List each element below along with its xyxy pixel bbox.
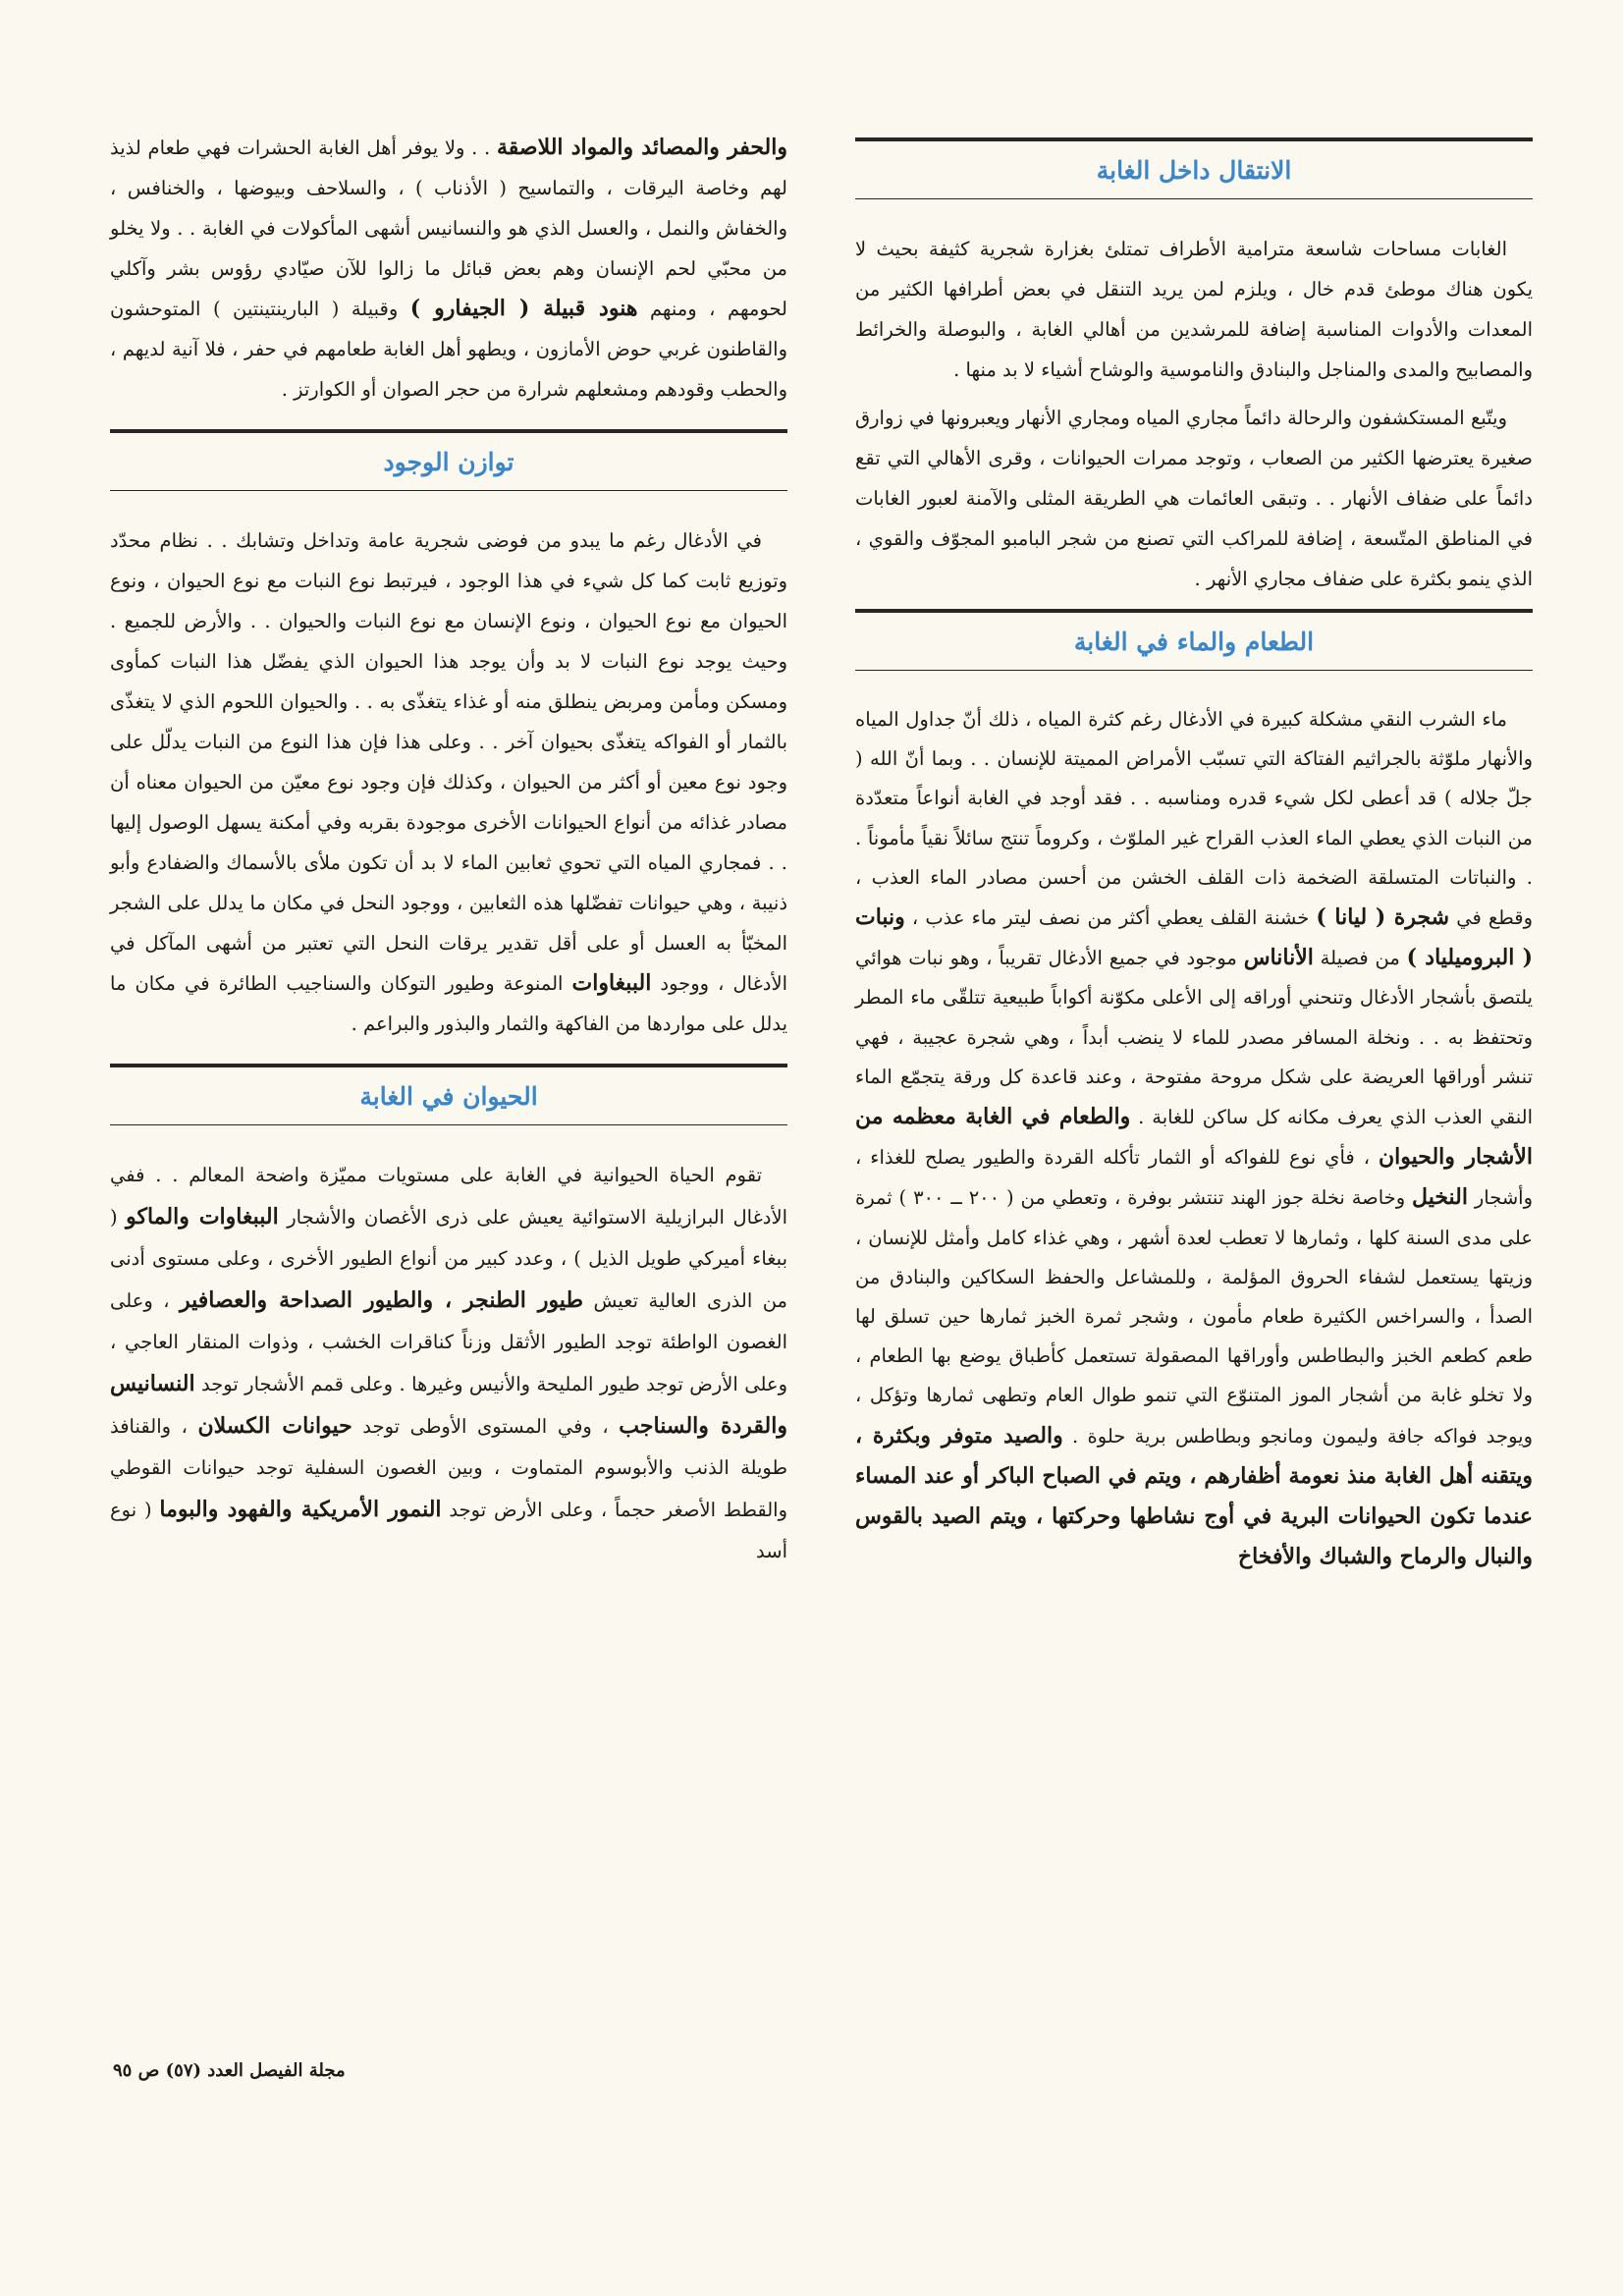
bold-text: النسانيس والقردة والسناجب — [110, 1371, 787, 1439]
section-food-continued — [110, 128, 787, 410]
bold-text: الببغاوات — [571, 970, 652, 996]
page-footer: مجلة الفيصل العدد (٥٧) ص ٩٥ — [113, 2060, 346, 2081]
text-run: ( نوع أسد — [110, 1499, 787, 1562]
section-heading — [110, 429, 787, 491]
section-movement — [855, 137, 1533, 599]
section-balance — [110, 429, 787, 1044]
section-heading — [855, 609, 1533, 671]
paragraph — [110, 1155, 787, 1572]
text-run: ، والقنافذ طويلة الذنب والأبوسوم المتماوت ، وبين الغصون السفلية توجد حيوانات القوطي والقطط الأصغر حجماً ، وعلى الأرض توجد — [110, 1415, 787, 1521]
text-run: في الأدغال رغم ما يبدو من فوضى شجرية عامة وتداخل وتشابك . . نظام محدّد وتوزيع ثابت كما كل شيء في هذا الوجود ، فيرتبط نوع النبات مع نوع الحيوان ، ونوع الحيوان مع نوع الحيوان ، ونوع الإنسان مع نوع النبات والحيوان . . والأرض للجميع . وحيث يوجد نوع النبات لا بد وأن يوجد هذا الحيوان الذي يفضّل هذا النبات كمأوى ومسكن ومأمن ومربض ينطلق منه أو غذاء يتغذّى به . . والحيوان اللحوم الذي لا يتغذّى بالثمار أو الفواكه يتغذّى بحيوان آخر . . وعلى هذا فإن هذا النوع من النبات يدلّل على وجود نوع معين أو أكثر من الحيوان ، وكذلك فإن وجود نوع معيّن من الحيوان معناه أن مصادر غذائه من أنواع الحيوانات الأخرى موجودة بقربه وفي أمكنة يسهل الوصول إليها . . فمجاري المياه التي تحوي ثعابين الماء لا بد أن تكون ملأى بالأسماك والضفادع وأبو ذنيبة ، وهي حيوانات تفضّلها هذه الثعابين ، ووجود النحل في مكان ما يدلل على الشجر المخبّأ به العسل أو على أقل تقدير يرقات النحل التي تعتبر من أشهى المآكل في الأدغال ، ووجود — [110, 529, 787, 995]
paragraph: ويتّبع المستكشفون والرحالة دائماً مجاري المياه ومجاري الأنهار ويعبرونها في زوارق صغيرة يعترضها الكثير من الصعاب ، وتوجد ممرات الحيوانات ، وقرى الأهالي التي تقع دائماً على ضفاف الأنهار . . وتبقى العائمات هي الطريقة المثلى والآمنة لعبور الغابات في المناطق المتّسعة ، إضافة للمراكب التي تصنع من شجر البامبو المجوّف والقوي ، الذي ينمو بكثرة على ضفاف مجاري الأنهر . — [855, 407, 1533, 590]
section-food — [855, 609, 1533, 1577]
text-run: موجود في جميع الأدغال تقريباً ، وهو نبات هوائي يلتصق بأشجار الأدغال وتنحني أوراقه إلى الأعلى مكوّنة أكواباً طبيعية تتلقّى ماء المطر وتحتفظ به . . ونخلة المسافر مصدر للماء لا ينضب أبداً ، وهي شجرة عجيبة ، فهي تنشر أوراقها العريضة على شكل مروحة مفتوحة ، وعند قاعدة كل ورقة يتجمّع الماء النقي العذب الذي يعرف مكانه كل ساكن للغابة . — [855, 947, 1534, 1129]
text-run: ، وفي المستوى الأوطى توجد — [352, 1415, 620, 1438]
bold-text: الببغاوات والماكو — [126, 1204, 279, 1230]
section-title: الحيوان في الغابة — [359, 1081, 538, 1111]
bold-text: النخيل — [1412, 1184, 1468, 1211]
text-run: من فصيلة — [1313, 947, 1407, 970]
bold-text: والحفر والمصائد والمواد اللاصقة — [496, 135, 787, 160]
paragraph: الغابات مساحات شاسعة مترامية الأطراف تمتلئ بغزارة شجرية كثيفة بحيث لا يكون هناك موطئ قدم خال ، ويلزم لمن يريد التنقل في بعض أطرافها الكثير من المعدات والأدوات المناسبة إضافة للمرشدين من أهالي الغابة ، والبوصلة والخرائط والمصابيح والمدى والمناجل والبنادق والناموسية والوشاح أشياء لا بد منها . — [855, 238, 1533, 381]
text-run: ، وعلى الغصون الواطئة توجد الطيور الأثقل وزناً كناقرات الخشب ، وذوات المنقار العاجي ، وعلى الأرض توجد طيور المليحة والأنيس وغيرها . وعلى قمم الأشجار توجد — [110, 1289, 787, 1395]
section-heading — [110, 1064, 787, 1125]
bold-text: حيوانات الكسلان — [197, 1413, 352, 1439]
paragraph — [110, 128, 787, 410]
paragraph — [855, 700, 1533, 1577]
text-run: ، فأي نوع للفواكه أو الثمار تأكله القردة والطيور يصلح للغذاء ، وأشجار — [855, 1146, 1534, 1210]
section-title: الانتقال داخل الغابة — [1096, 155, 1292, 185]
section-title: الطعام والماء في الغابة — [1073, 627, 1315, 656]
bold-text: والطعام في الغابة معظمه من الأشجار والحيوان — [855, 1104, 1533, 1171]
bold-text: ونبات ( البروميلياد ) — [855, 904, 1533, 971]
bold-text: شجرة ( ليانا ) — [1316, 904, 1450, 931]
text-run: تقوم الحياة الحيوانية في الغابة على مستويات مميّزة واضحة المعالم . . ففي الأدغال البرازيلية الاستوائية يعيش على ذرى الأغصان والأشجار — [110, 1164, 787, 1229]
right-column — [855, 128, 1533, 1585]
bold-text: هنود قبيلة ( الجيفارو ) — [409, 296, 638, 321]
bold-text: الأناناس — [1243, 945, 1314, 971]
paragraph — [110, 520, 787, 1044]
text-run: وقبيلة ( البارينتينتين ) المتوحشون والقاطنون غربي حوض الأمازون ، ويطهو أهل الغابة طعامهم في حفر ، فلا آنية لديهم ، والحطب وقودهم ومشعلهم شرارة من حجر الصوان أو الكوارتز . — [110, 298, 787, 401]
text-run: خشنة القلف يعطي أكثر من نصف ليتر ماء عذب ، — [904, 906, 1317, 930]
text-run: ( ببغاء أميركي طويل الذيل ) ، وعدد كبير من أنواع الطيور الأخرى ، وعلى مستوى أدنى من الذرى العالية تعيش — [110, 1206, 787, 1312]
section-animals — [110, 1064, 787, 1572]
text-run: ماء الشرب النقي مشكلة كبيرة في الأدغال رغم كثرة المياه ، ذلك أنّ جداول المياه والأنهار ملوّثة بالجراثيم الفتاكة التي تسبّب الأمراض المميتة للإنسان . . وبما أنّ الله ( جلّ جلاله ) قد أعطى لكل شيء قدره ومناسبه . . فقد أوجد في الغابة أنواعاً متعدّدة من النبات الذي يعطي الماء العذب القراح غير الملوّث ، وكروماً تنتج سائلاً نقياً مأموناً . . والنباتات المتسلقة الضخمة ذات القلف الخشن من أحسن مصادر الماء العذب ، وقطع في — [855, 708, 1533, 930]
text-run: . . ولا يوفر أهل الغابة الحشرات فهي طعام لذيذ لهم وخاصة اليرقات ، والتماسيح ( الأذناب ) ، والسلاحف وبيوضها ، والخنافس ، والخفاش والنمل ، والعسل الذي هو والنسانيس أشهى المأكولات في الغابة . . ولا يخلو من محبّي لحم الإنسان وهم بعض قبائل ما زالوا للآن صيّادي رؤوس بشر وآكلي لحومهم ، ومنهم — [110, 137, 787, 320]
bold-text: النمور الأمريكية والفهود والبوما — [159, 1497, 442, 1522]
left-column — [110, 128, 787, 1580]
section-heading — [855, 137, 1533, 199]
section-title: توازن الوجود — [383, 447, 514, 476]
bold-text: والصيد متوفر وبكثرة ، ويتقنه أهل الغابة منذ نعومة أظفارهم ، ويتم في الصباح الباكر أو عند المساء عندما تكون الحيوانات البرية في أوج نشاطها وحركتها ، ويتم الصيد بالقوس والنبال والرماح والشباك والأفخاخ — [855, 1422, 1533, 1570]
text-run: وخاصة نخلة جوز الهند تنتشر بوفرة ، وتعطي من ( ٢٠٠ ــ ٣٠٠ ) ثمرة على مدى السنة كلها ، وثمارها لا تعطب لعدة أشهر ، وهي غذاء كامل وأمثل للإنسان ، وزيتها يستعمل لشفاء الحروق المؤلمة ، وللمشاعل والحفظ السكاكين والبنادق من الصدأ ، والسراخس الكثيرة طعام مأمون ، وشجر ثمرة الخبز ثمارها حين تسلق لها طعم كطعم الخبز والبطاطس وأوراقها المصقولة تستعمل كأطباق يوضع بها الطعام ، ولا تخلو غابة من أشجار الموز المتنوّع التي تنمو طوال العام وتطهى ثمارها وتؤكل ، ويوجد فواكه جافة وليمون ومانجو وبطاطس برية حلوة . — [855, 1186, 1533, 1448]
text-run: المنوعة وطيور التوكان والسناجيب الطائرة في مكان ما يدلل على مواردها من الفاكهة والثمار والبذور والبراعم . — [110, 972, 787, 1035]
bold-text: طيور الطنجر ، والطيور الصداحة والعصافير — [180, 1287, 583, 1313]
